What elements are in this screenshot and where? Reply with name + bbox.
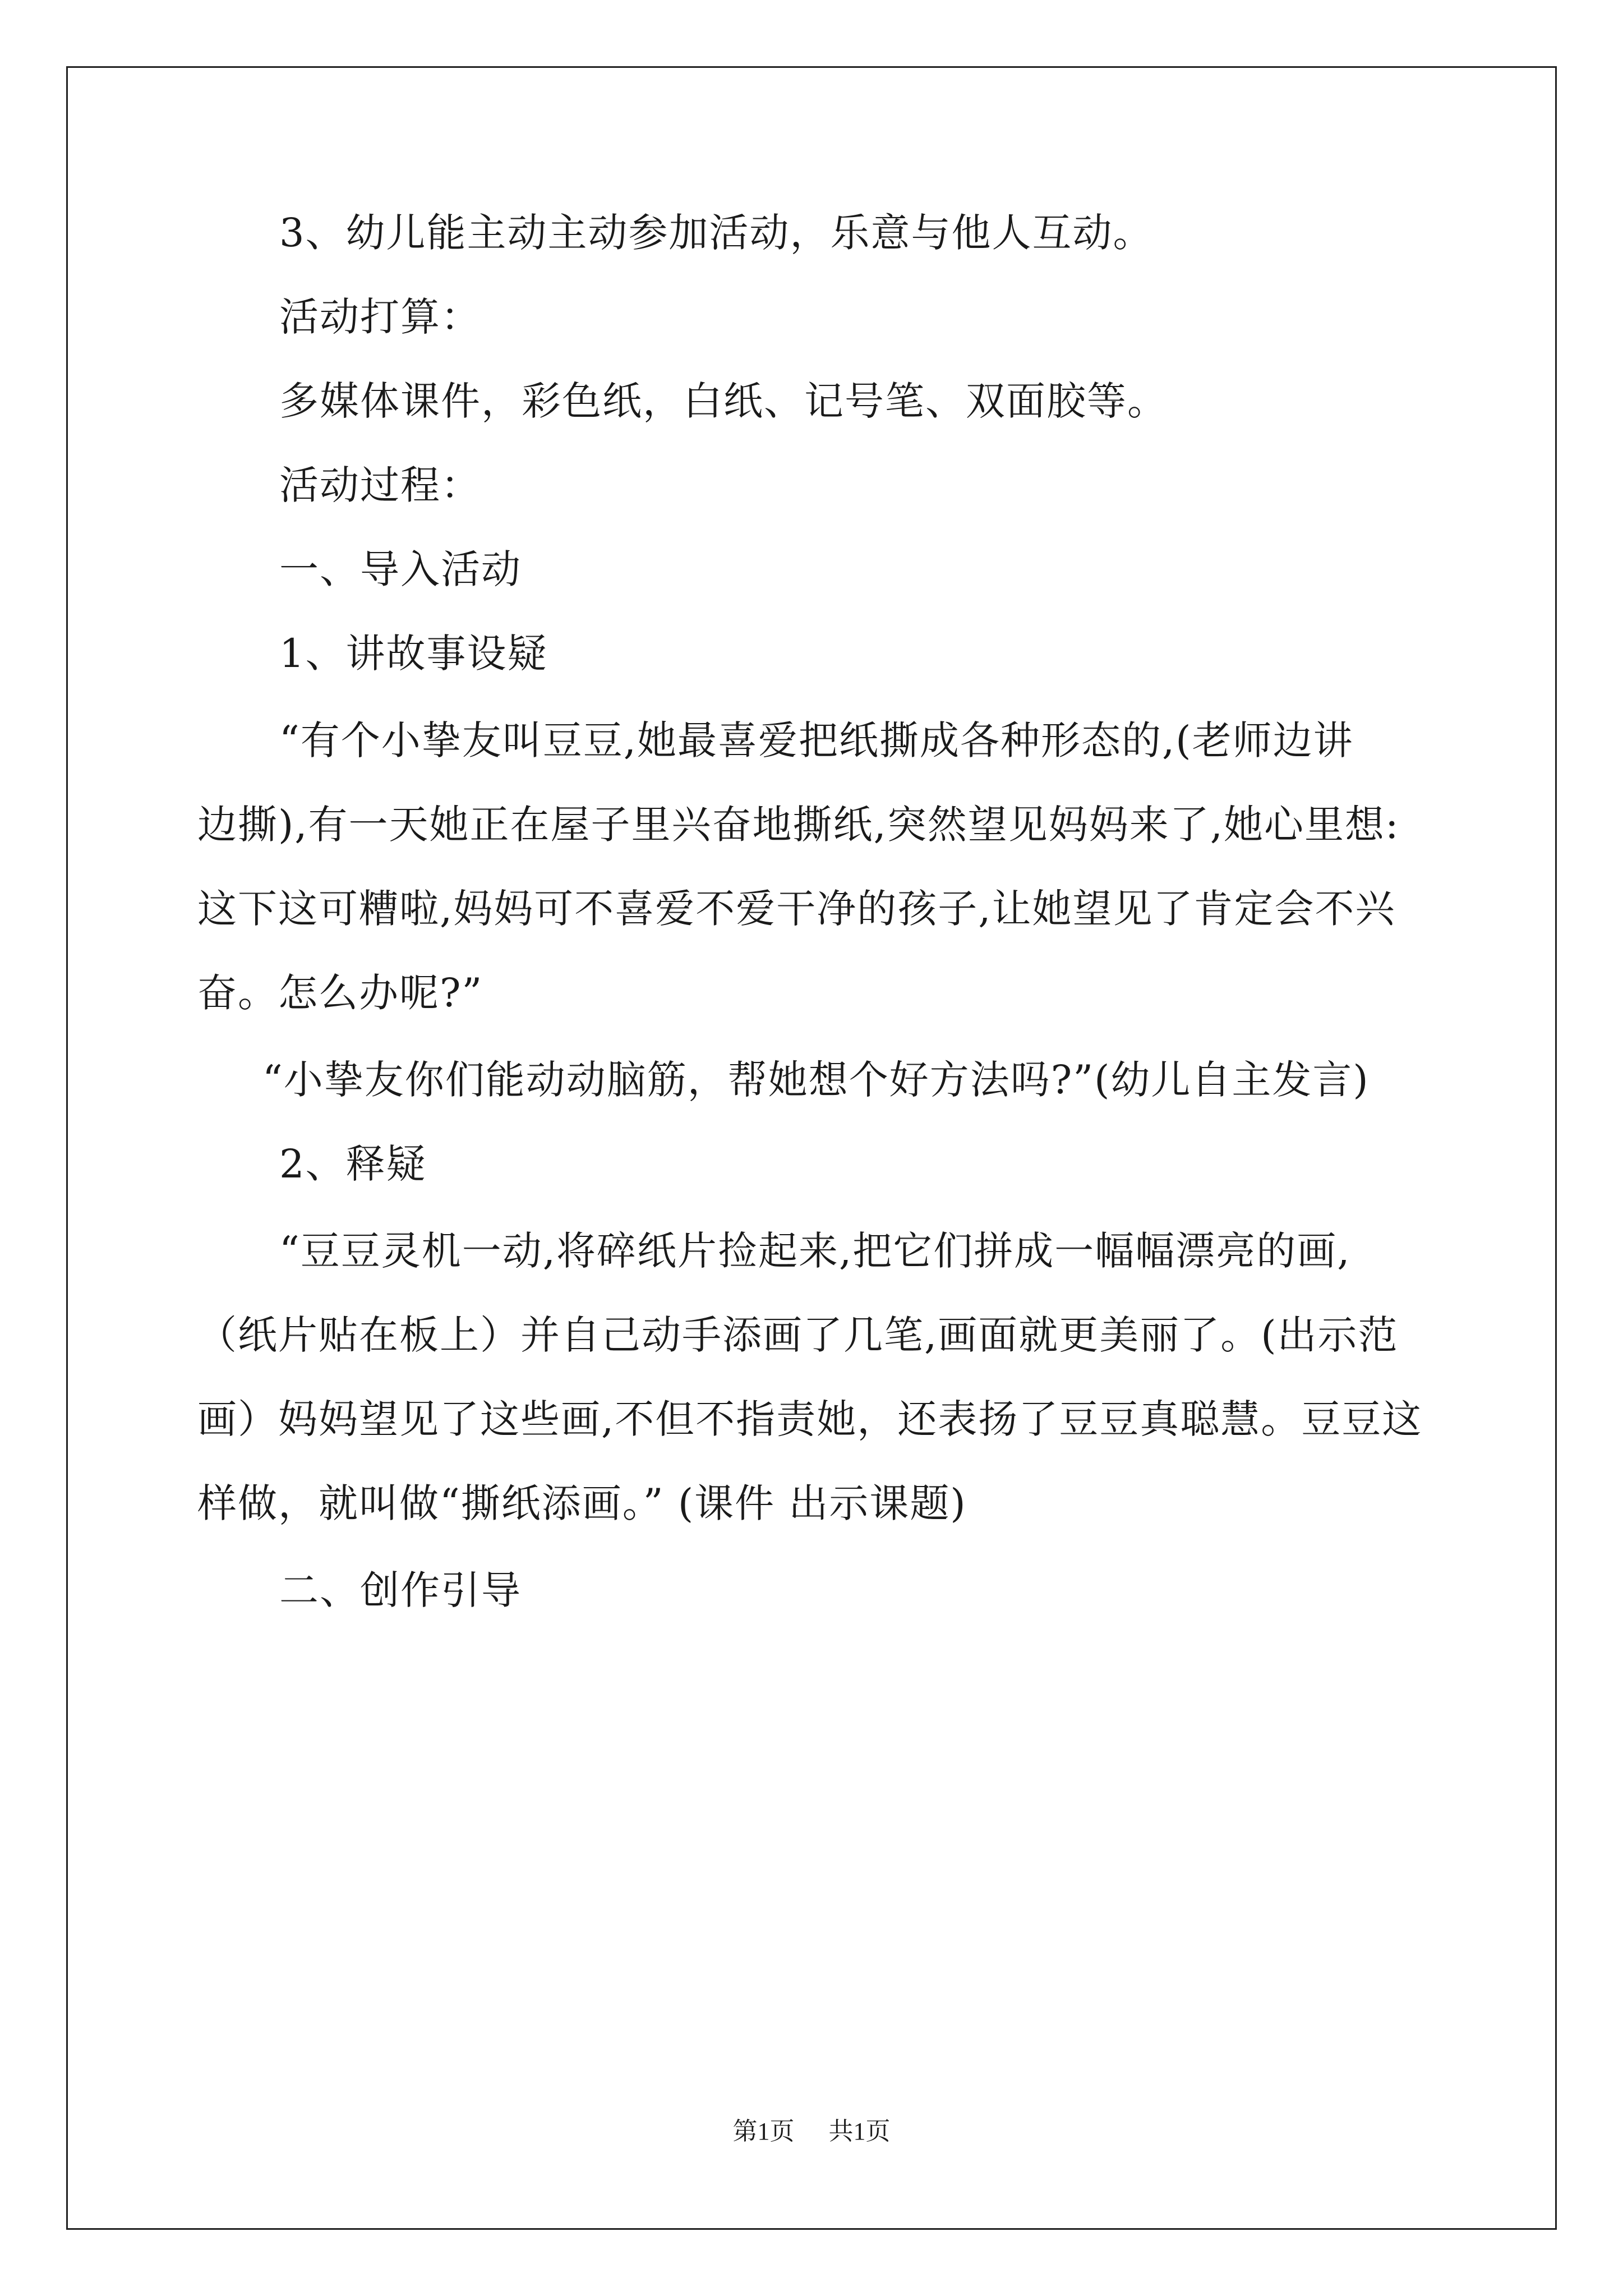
section-heading: 1、讲故事设疑 <box>279 631 548 677</box>
page-total: 共1页 <box>828 2118 891 2145</box>
paragraph-line: “有个小挚友叫豆豆,她最喜爱把纸撕成各种形态的,(老师边讲 <box>279 717 1354 763</box>
paragraph-line: 多媒体课件，彩色纸，白纸、记号笔、双面胶等。 <box>279 378 1168 424</box>
paragraph-line: 画）妈妈望见了这些画,不但不指责她，还表扬了豆豆真聪慧。豆豆这 <box>197 1396 1423 1442</box>
paragraph-line: 这下这可糟啦,妈妈可不喜爱不爱干净的孩子,让她望见了肯定会不兴 <box>197 886 1396 932</box>
section-heading: 活动过程： <box>279 462 481 508</box>
paragraph-line: “小挚友你们能动动脑筋，帮她想个好方法吗?”(幼儿自主发言) <box>262 1057 1370 1103</box>
paragraph-line: 样做，就叫做“撕纸添画。” (课件 出示课题) <box>197 1480 967 1526</box>
section-heading: 活动打算： <box>279 294 481 340</box>
paragraph-line: “豆豆灵机一动,将碎纸片捡起来,把它们拼成一幅幅漂亮的画, <box>279 1228 1351 1274</box>
paragraph-line: （纸片贴在板上）并自己动手添画了几笔,画面就更美丽了。(出示范 <box>197 1312 1399 1358</box>
page-number: 第1页 <box>732 2118 795 2145</box>
page-footer <box>0 2116 1623 2147</box>
section-heading: 二、创作引导 <box>279 1567 522 1613</box>
paragraph-line: 3、幼儿能主动主动参加活动，乐意与他人互动。 <box>279 210 1154 256</box>
paragraph-line: 边撕),有一天她正在屋子里兴奋地撕纸,突然望见妈妈来了,她心里想: <box>197 802 1400 848</box>
section-heading: 2、释疑 <box>279 1141 427 1187</box>
section-heading: 一、导入活动 <box>279 546 522 592</box>
paragraph-line: 奋。怎么办呢?” <box>197 970 483 1016</box>
